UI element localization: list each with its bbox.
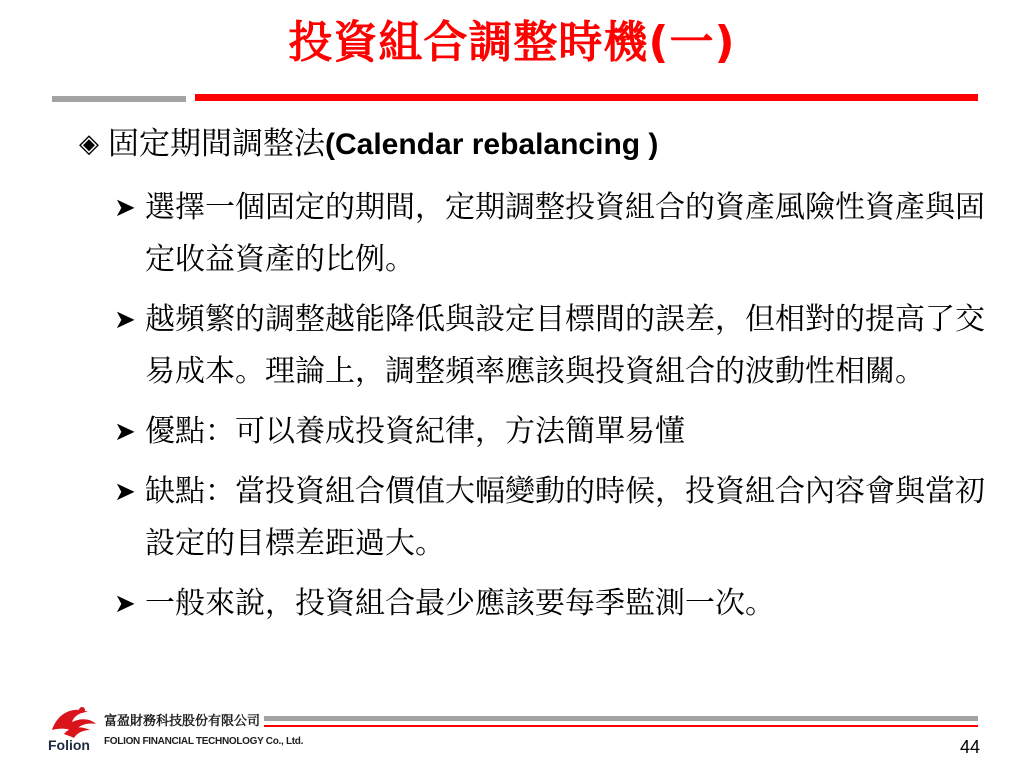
bullet-item	[112, 294, 992, 398]
bullet-item	[112, 406, 992, 458]
arrow-bullet-icon: ➤	[114, 417, 136, 447]
logo-wordmark: Folion	[48, 737, 90, 753]
page-number: 44	[959, 737, 980, 757]
bullet-text: 優點：可以養成投資紀律，方法簡單易懂	[145, 414, 685, 449]
arrow-bullet-icon: ➤	[114, 305, 136, 335]
bullet-text: 缺點：當投資組合價值大幅變動的時候，投資組合內容會與當初設定的目標差距過大。	[145, 474, 985, 561]
heading-text-zh: 固定期間調整法	[108, 126, 325, 162]
heading-text-en: (Calendar rebalancing )	[325, 128, 659, 161]
bullet-text: 一般來說，投資組合最少應該要每季監測一次。	[145, 586, 775, 621]
arrow-bullet-icon: ➤	[114, 477, 136, 507]
bullet-text: 選擇一個固定的期間，定期調整投資組合的資產風險性資產與固定收益資產的比例。	[145, 190, 985, 277]
diamond-bullet-icon: ◈	[79, 129, 99, 159]
arrow-bullet-icon: ➤	[114, 589, 136, 619]
title-divider-red	[195, 94, 978, 101]
company-name-en: FOLION FINANCIAL TECHNOLOGY Co., Ltd.	[104, 736, 304, 747]
title-divider-gray	[52, 96, 186, 102]
slide-title: 投資組合調整時機(一)	[288, 17, 736, 68]
footer-divider-red	[264, 725, 978, 727]
bullet-item	[112, 182, 992, 286]
company-name-zh: 富盈財務科技股份有限公司	[104, 714, 261, 729]
bullet-item	[112, 578, 992, 630]
section-heading	[76, 122, 996, 167]
bullet-text: 越頻繁的調整越能降低與設定目標間的誤差，但相對的提高了交易成本。理論上，調整頻率應該與投資組合的波動性相關。	[145, 302, 985, 389]
bullet-item	[112, 466, 992, 570]
arrow-bullet-icon: ➤	[114, 193, 136, 223]
footer-divider-gray	[264, 716, 978, 721]
bullet-list	[112, 182, 992, 638]
